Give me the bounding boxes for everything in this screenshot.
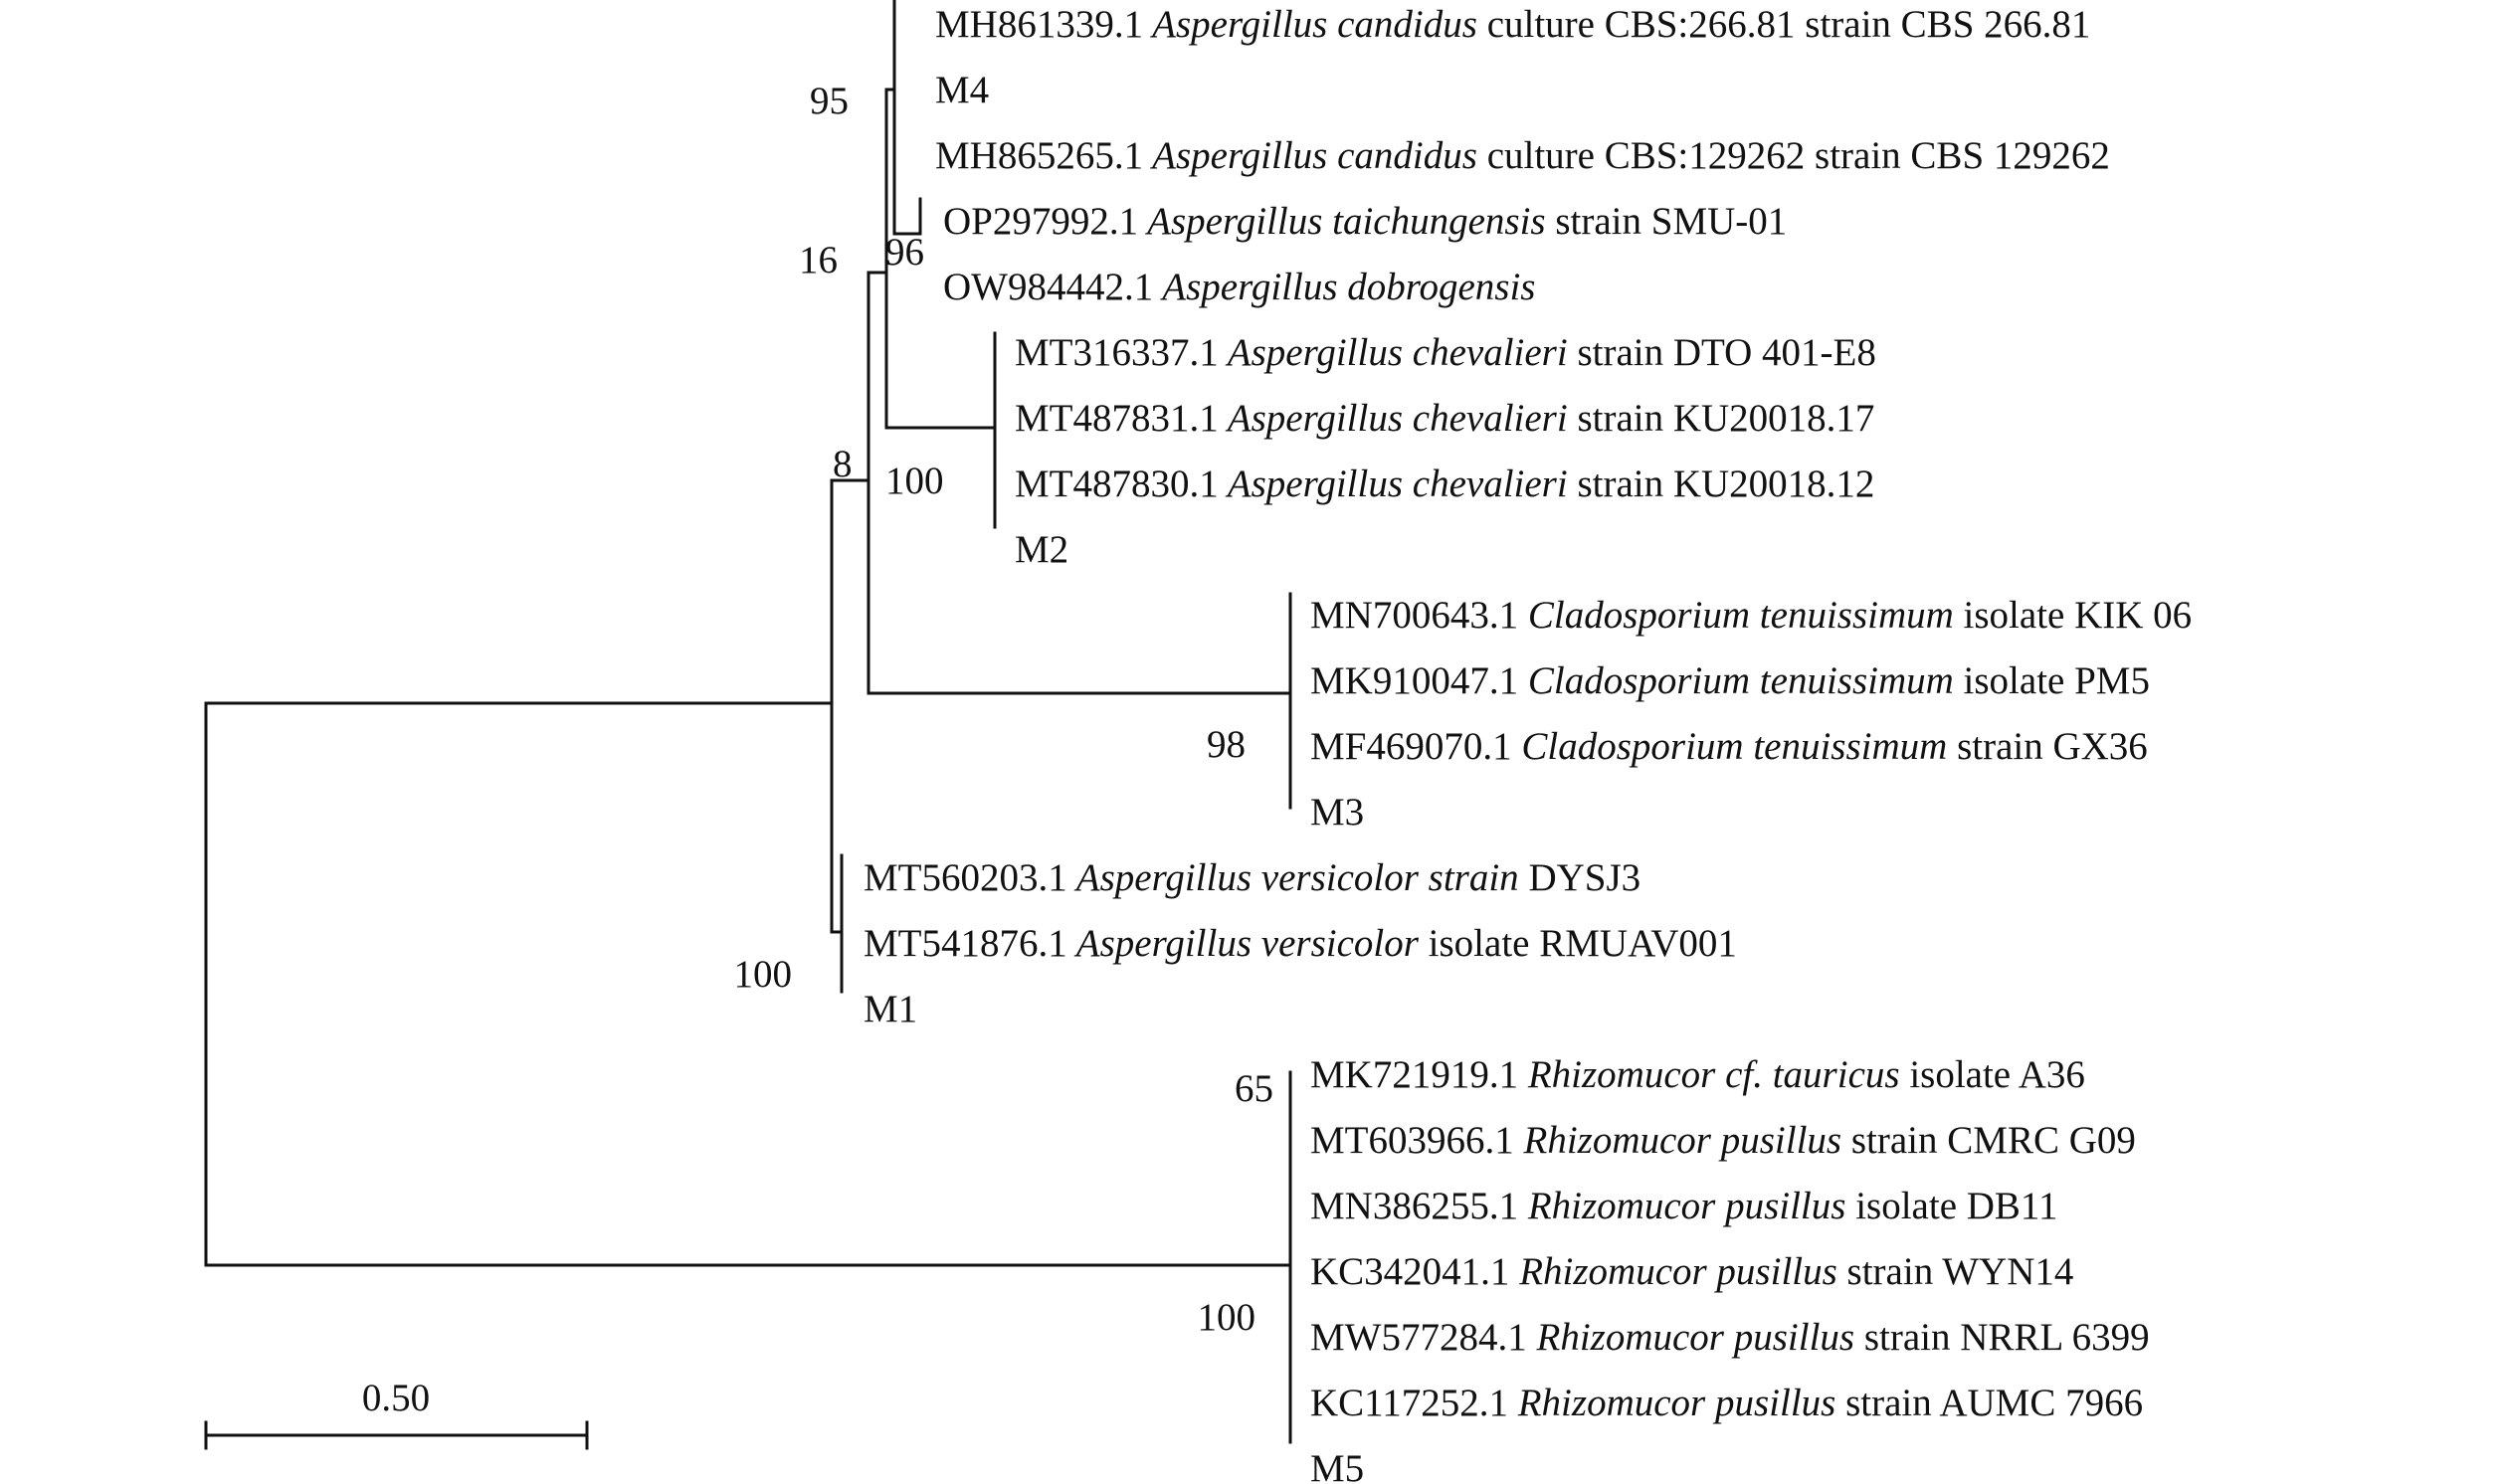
leaf-species: Aspergillus versicolor — [1066, 922, 1419, 965]
leaf-accession: MK910047.1 — [1310, 659, 1519, 702]
leaf-accession: MH865265.1 — [935, 134, 1144, 177]
leaf-species: Aspergillus chevalieri — [1218, 331, 1568, 374]
leaf-label — [1015, 331, 1876, 374]
leaf-species: Aspergillus chevalieri — [1218, 397, 1568, 440]
bootstrap-value: 95 — [810, 80, 849, 122]
leaf-label — [1310, 791, 1364, 834]
leaf-accession: MT487831.1 — [1015, 397, 1219, 440]
leaf-strain: strain GX36 — [1947, 725, 2148, 768]
leaf-strain: strain CMRC G09 — [1841, 1119, 2136, 1162]
leaf-strain: strain KU20018.12 — [1567, 463, 1875, 505]
leaf-label — [1310, 1185, 2058, 1227]
leaf-accession: OP297992.1 — [943, 200, 1139, 243]
leaf-label — [864, 988, 917, 1030]
leaf-label — [1310, 725, 2148, 768]
bootstrap-value: 65 — [1235, 1067, 1273, 1110]
scale-bar-label: 0.50 — [361, 1377, 431, 1419]
leaf-strain: DYSJ3 — [1518, 856, 1641, 899]
leaf-accession: MT316337.1 — [1015, 331, 1219, 374]
leaf-accession: MT603966.1 — [1310, 1119, 1514, 1162]
leaf-species: Rhizomucor cf. tauricus — [1518, 1053, 1900, 1096]
leaf-accession: MN386255.1 — [1310, 1185, 1519, 1227]
leaf-strain: strain DTO 401-E8 — [1567, 331, 1876, 374]
leaf-label — [1015, 397, 1874, 440]
leaf-accession: MF469070.1 — [1310, 725, 1512, 768]
leaf-accession: M1 — [864, 988, 918, 1030]
leaf-accession: MH861339.1 — [935, 3, 1144, 46]
leaf-accession: M2 — [1015, 528, 1069, 571]
leaf-species: Aspergillus candidus — [1143, 134, 1477, 177]
leaf-accession: KC117252.1 — [1310, 1382, 1508, 1424]
leaf-label — [943, 200, 1787, 243]
leaf-species: Rhizomucor pusillus — [1509, 1250, 1837, 1293]
leaf-label — [943, 266, 1535, 308]
leaf-species: Rhizomucor pusillus — [1507, 1382, 1836, 1424]
leaf-label — [1015, 528, 1068, 571]
leaf-accession: M4 — [935, 69, 990, 111]
leaf-label — [1310, 594, 2192, 637]
bootstrap-value: 100 — [1197, 1296, 1255, 1339]
bootstrap-value: 98 — [1207, 723, 1246, 766]
scale-bar — [206, 1377, 587, 1448]
leaf-accession: KC342041.1 — [1310, 1250, 1510, 1293]
leaf-species: Cladosporium tenuissimum — [1518, 594, 1954, 637]
leaf-strain: culture CBS:129262 strain CBS 129262 — [1476, 134, 2110, 177]
leaf-accession: MT487830.1 — [1015, 463, 1219, 505]
leaf-label — [864, 856, 1640, 899]
leaf-species: Aspergillus candidus — [1143, 3, 1477, 46]
leaf-accession: M5 — [1310, 1447, 1365, 1484]
leaf-label — [1310, 1447, 1364, 1484]
leaf-label — [935, 3, 2090, 46]
leaf-label — [1310, 1119, 2136, 1162]
bootstrap-value: 16 — [799, 239, 838, 281]
leaf-accession: OW984442.1 — [943, 266, 1154, 308]
leaf-strain: isolate KIK 06 — [1953, 594, 2193, 637]
bootstrap-value: 8 — [833, 443, 853, 485]
leaf-species: Rhizomucor pusillus — [1513, 1119, 1842, 1162]
leaf-labels — [864, 3, 2192, 1484]
leaf-strain: strain NRRL 6399 — [1854, 1316, 2150, 1359]
bootstrap-value: 96 — [885, 231, 924, 274]
leaf-species: Rhizomucor pusillus — [1518, 1185, 1846, 1227]
leaf-strain: isolate A36 — [1899, 1053, 2085, 1096]
leaf-strain: isolate RMUAV001 — [1418, 922, 1737, 965]
bootstrap-value: 100 — [733, 953, 792, 996]
leaf-species: Cladosporium tenuissimum — [1518, 659, 1954, 702]
leaf-species: Aspergillus versicolor strain — [1066, 856, 1519, 899]
leaf-species: Aspergillus chevalieri — [1218, 463, 1568, 505]
leaf-species: Cladosporium tenuissimum — [1511, 725, 1948, 768]
leaf-label — [935, 69, 989, 111]
leaf-label — [1310, 1250, 2073, 1293]
leaf-label — [1310, 1316, 2150, 1359]
leaf-species: Aspergillus dobrogensis — [1153, 266, 1536, 308]
leaf-accession: MT541876.1 — [864, 922, 1067, 965]
leaf-strain: strain KU20018.17 — [1567, 397, 1875, 440]
leaf-strain: strain WYN14 — [1836, 1250, 2074, 1293]
leaf-label — [1015, 463, 1874, 505]
leaf-label — [1310, 659, 2150, 702]
leaf-strain: strain SMU-01 — [1545, 200, 1788, 243]
leaf-accession: MW577284.1 — [1310, 1316, 1527, 1359]
leaf-strain: isolate PM5 — [1953, 659, 2150, 702]
leaf-label — [1310, 1382, 2143, 1424]
leaf-species: Aspergillus taichungensis — [1138, 200, 1546, 243]
leaf-label — [1310, 1053, 2085, 1096]
leaf-accession: MK721919.1 — [1310, 1053, 1519, 1096]
leaf-label — [935, 134, 2110, 177]
leaf-species: Rhizomucor pusillus — [1526, 1316, 1855, 1359]
leaf-label — [864, 922, 1737, 965]
leaf-accession: MN700643.1 — [1310, 594, 1519, 637]
leaf-strain: strain AUMC 7966 — [1835, 1382, 2144, 1424]
bootstrap-value: 100 — [885, 460, 944, 502]
leaf-accession: M3 — [1310, 791, 1365, 834]
leaf-accession: MT560203.1 — [864, 856, 1067, 899]
leaf-strain: isolate DB11 — [1845, 1185, 2058, 1227]
leaf-strain: culture CBS:266.81 strain CBS 266.81 — [1476, 3, 2091, 46]
